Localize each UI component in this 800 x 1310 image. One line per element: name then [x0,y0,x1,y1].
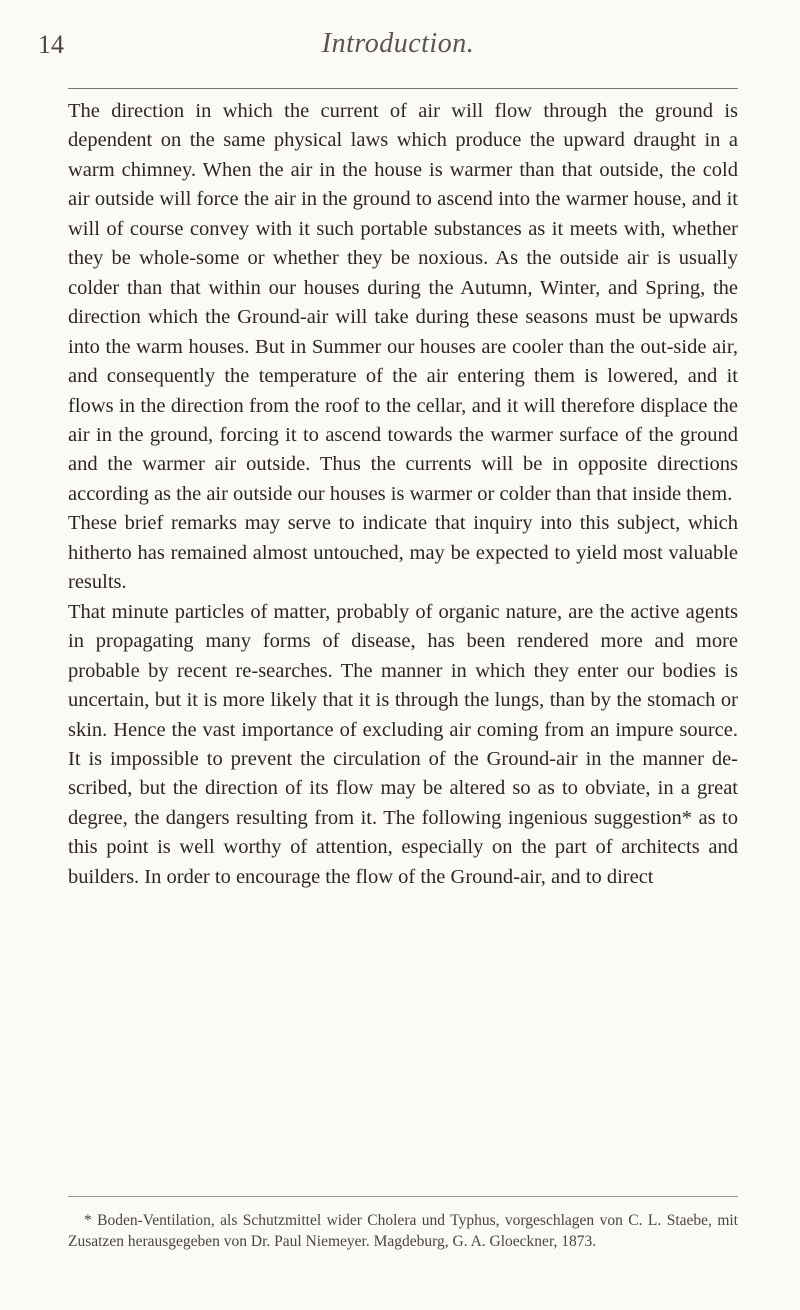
paragraph-minute-particles: That minute particles of matter, probably of organic nature, are the active agents in propagating many forms of disease, has been rendered more and more probable by recent re-searches. The manner in which they enter our bodies is uncertain, but it is more likely that it is through the lungs, than by the stomach or skin. Hence the vast importance of excluding air coming from an impure source. It is impossible to prevent the circulation of the Ground-air in the manner de-scribed, but the direction of its flow may be altered so as to obviate, in a great degree, the dangers resulting from it. The following ingenious suggestion* as to this point is well worthy of attention, especially on the part of architects and builders. In order to encourage the flow of the Ground-air, and to direct [68,600,738,888]
page-header [38,26,758,70]
footnote-rule [68,1196,738,1197]
paragraph-brief-remarks: These brief remarks may serve to indicate that inquiry into this subject, which hitherto has remained almost untouched, may be expected to yield most valuable results. [68,512,738,594]
page-number: 14 [38,30,64,59]
paragraph-ground-air-flow: The direction in which the current of air will flow through the ground is dependent on the same physical laws which produce the upward draught in a warm chimney. When the air in the house is warmer than that outside, the cold air outside will force the air in the ground to ascend into the warmer house, and it will of course convey with it such portable substances as it meets with, whether they be whole-some or whether they be noxious. As the outside air is usually colder than that within our houses during the Autumn, Winter, and Spring, the direction which the Ground-air will take during these seasons must be upwards into the warm houses. But in Summer our houses are cooler than the out-side air, and consequently the temperature of the air entering them is lowered, and it flows in the direction from the roof to the cellar, and it will therefore displace the air in the ground, forcing it to ascend towards the warmer surface of the ground and the warmer air outside. Thus the currents will be in opposite directions according as the air outside our houses is warmer or colder than that inside them. [68,100,738,505]
body-text [68,97,738,892]
header-rule [68,88,738,89]
running-head: Introduction. [321,28,475,59]
footnote: * Boden-Ventilation, als Schutzmittel wider Cholera und Typhus, vorgeschlagen von C. L. Staebe, mit Zusatzen herausgegeben von Dr. Paul Niemeyer. Magdeburg, G. A. Gloeckner, 1873. [68,1212,738,1250]
